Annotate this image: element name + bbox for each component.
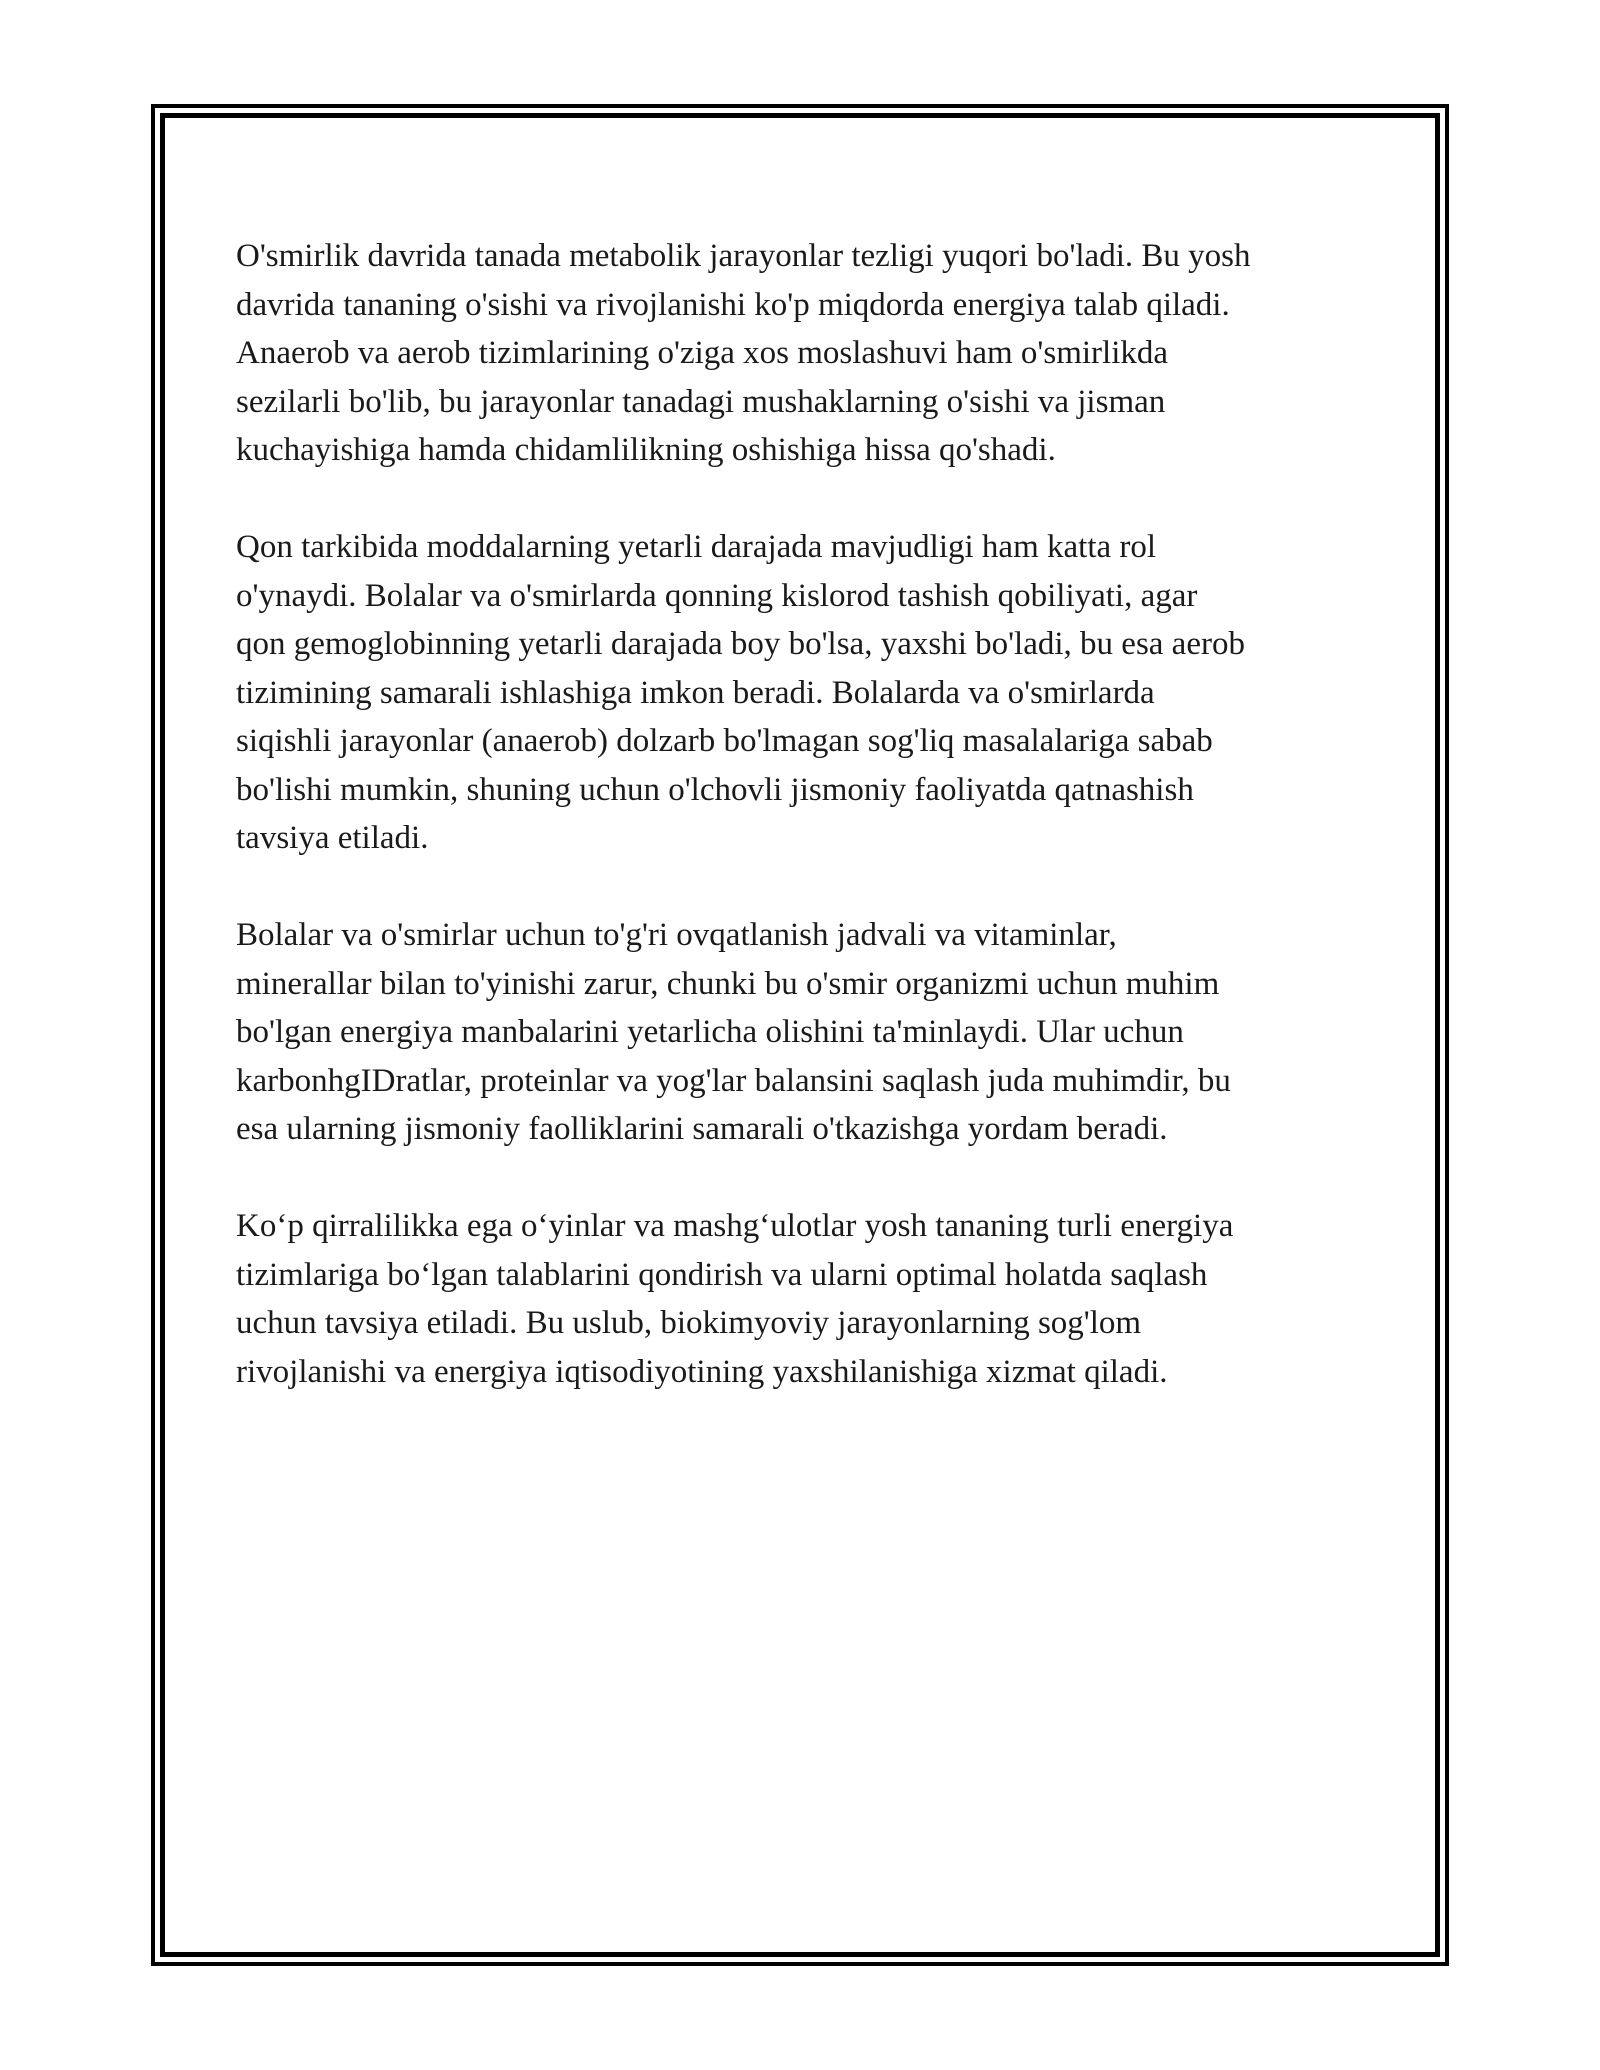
paragraph-3: Bolalar va o'smirlar uchun to'g'ri ovqatlanish jadvali va vitaminlar, minerallar bilan to'yinishi zarur, chunki bu o'smir organizmi uchun muhim bo'lgan energiya manbalarini yetarlicha olishini ta'minlaydi. Ular uchun karbonhgIDratlar, proteinlar va yog'lar balansini saqlash juda muhimdir, bu esa ularning jismoniy faolliklarini samarali o'tkazishga yordam beradi. [236, 917, 1231, 1147]
paragraph-2: Qon tarkibida moddalarning yetarli darajada mavjudligi ham katta rol o'ynaydi. Bolalar va o'smirlarda qonning kislorod tashish qobiliyati, agar qon gemoglobinning yetarli darajada boy bo'lsa, yaxshi bo'ladi, bu esa aerob tizimining samarali ishlashiga imkon beradi. Bolalarda va o'smirlarda siqishli jarayonlar (anaerob) dolzarb bo'lmagan sog'liq masalalariga sabab bo'lishi mumkin, shuning uchun o'lchovli jismoniy faoliyatda qatnashish tavsiya etiladi. [236, 529, 1245, 856]
paragraph-4: Ko‘p qirralilikka ega o‘yinlar va mashg‘ulotlar yosh tananing turli energiya tizimlariga bo‘lgan talablarini qondirish va ularni optimal holatda saqlash uchun tavsiya etiladi. Bu uslub, biokimyoviy jarayonlarning sog'lom rivojlanishi va energiya iqtisodiyotining yaxshilanishiga xizmat qiladi. [236, 1208, 1234, 1390]
document-body [236, 232, 1376, 1445]
paragraph-1: O'smirlik davrida tanada metabolik jarayonlar tezligi yuqori bo'ladi. Bu yosh davrida tananing o'sishi va rivojlanishi ko'p miqdorda energiya talab qiladi. Anaerob va aerob tizimlarining o'ziga xos moslashuvi ham o'smirlikda sezilarli bo'lib, bu jarayonlar tanadagi mushaklarning o'sishi va jisman kuchayishiga hamda chidamlilikning oshishiga hissa qo'shadi. [236, 238, 1251, 468]
